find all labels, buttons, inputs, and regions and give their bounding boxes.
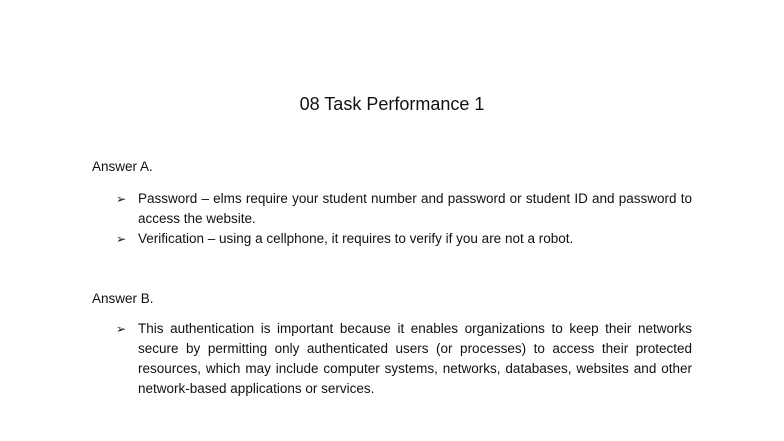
bullet-text: Verification – using a cellphone, it requires to verify if you are not a robot.	[138, 231, 574, 246]
answer-a-heading: Answer A.	[92, 159, 153, 174]
arrowhead-bullet-icon: ➢	[116, 232, 127, 246]
list-item	[116, 319, 692, 399]
list-item	[116, 189, 692, 229]
list-item	[116, 229, 692, 249]
arrowhead-bullet-icon: ➢	[116, 322, 127, 336]
arrowhead-bullet-icon: ➢	[116, 192, 127, 206]
bullet-text: This authentication is important because it enables organizations to keep their networks secure by permitting only authenticated users (or processes) to access their protected resources, which may include computer systems, networks, databases, websites and other network-based applications or services.	[138, 321, 692, 396]
page-title: 08 Task Performance 1	[299, 94, 485, 114]
answer-b-heading: Answer B.	[92, 291, 154, 306]
bullet-text: Password – elms require your student number and password or student ID and password to access the website.	[138, 191, 692, 226]
answer-a-list	[116, 189, 692, 249]
answer-b-list	[116, 319, 692, 399]
